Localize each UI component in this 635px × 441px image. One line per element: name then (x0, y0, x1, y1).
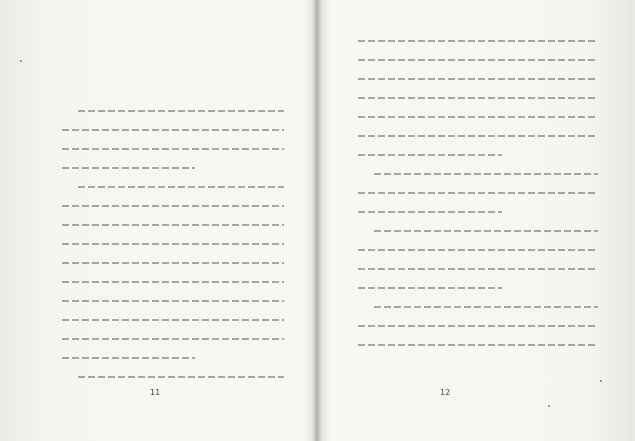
text-line (358, 287, 502, 289)
text-line (358, 59, 598, 61)
text-line (62, 148, 284, 150)
text-line (374, 230, 598, 232)
text-line (358, 97, 598, 99)
text-line (358, 211, 502, 213)
text-line (62, 281, 284, 283)
scan-speck (548, 405, 550, 407)
text-line (62, 167, 195, 169)
left-text-block (62, 110, 284, 395)
text-line (358, 344, 598, 346)
text-line (62, 205, 284, 207)
text-line (358, 135, 598, 137)
text-line (358, 40, 598, 42)
page-number: 11 (150, 388, 161, 397)
text-line (358, 249, 598, 251)
text-line (62, 300, 284, 302)
text-line (62, 129, 284, 131)
text-line (374, 306, 598, 308)
left-page (0, 0, 312, 441)
text-line (358, 116, 598, 118)
text-line (62, 319, 284, 321)
text-line (62, 357, 195, 359)
text-line (62, 243, 284, 245)
text-line (358, 154, 502, 156)
text-line (358, 78, 598, 80)
scan-speck (600, 380, 602, 382)
text-line (374, 173, 598, 175)
text-line (78, 376, 284, 378)
text-line (62, 262, 284, 264)
right-page (322, 0, 635, 441)
text-line (62, 224, 284, 226)
text-line (78, 110, 284, 112)
book-gutter (312, 0, 322, 441)
text-line (358, 325, 598, 327)
text-line (358, 268, 598, 270)
page-number: 12 (440, 388, 451, 397)
text-line (78, 186, 284, 188)
right-text-block (358, 40, 598, 363)
scan-speck (20, 60, 22, 62)
text-line (358, 192, 598, 194)
text-line (62, 338, 284, 340)
